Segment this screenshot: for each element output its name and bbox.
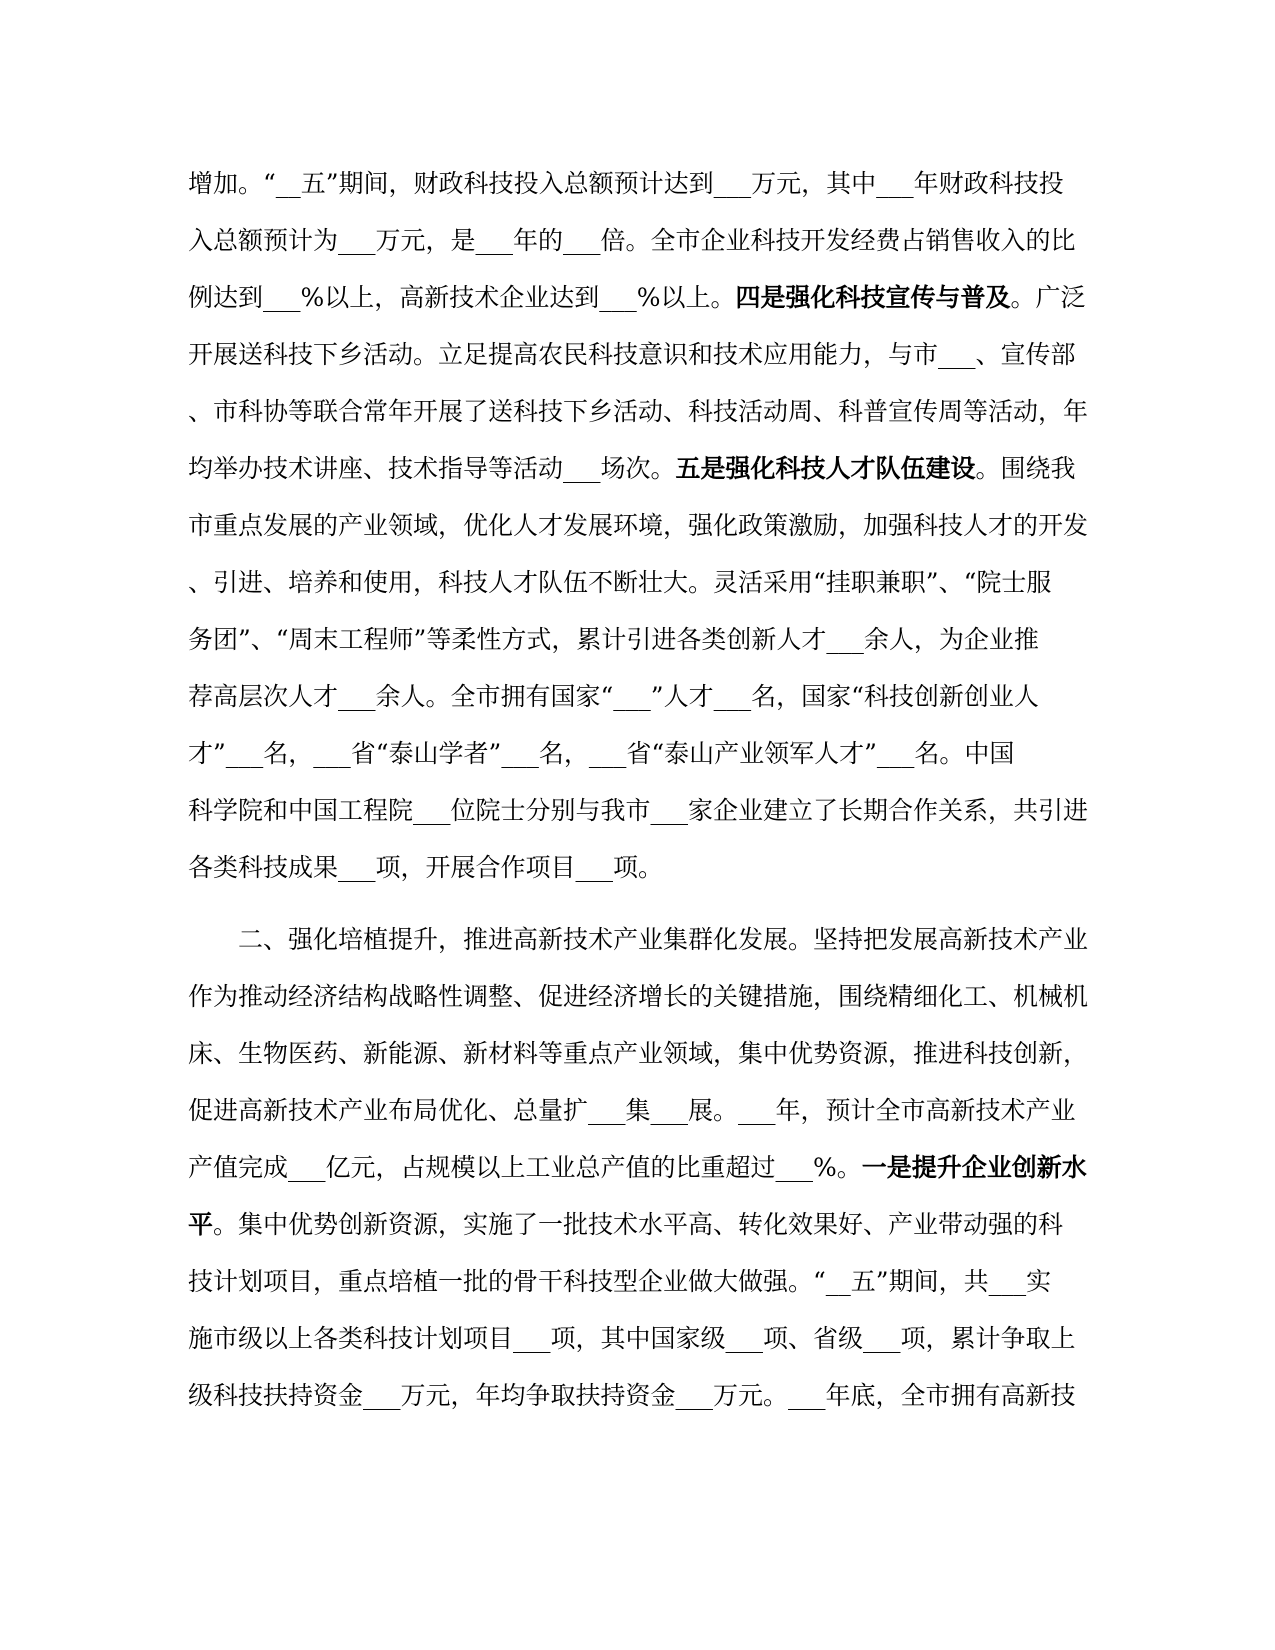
text-line: 级科技扶持资金___万元，年均争取扶持资金___万元。___年底，全市拥有高新技 (188, 1381, 1076, 1410)
text-line: 、市科协等联合常年开展了送科技下乡活动、科技活动周、科普宣传周等活动，年 (188, 397, 1089, 426)
text-line: 促进高新技术产业布局优化、总量扩___集___展。___年，预计全市高新技术产业 (188, 1096, 1076, 1125)
text-line: 、引进、培养和使用，科技人才队伍不断壮大。灵活采用“挂职兼职”、“院士服 (188, 568, 1052, 597)
text-line (188, 278, 1088, 318)
text-line: 务团”、“周末工程师”等柔性方式，累计引进各类创新人才___余人，为企业推 (188, 625, 1039, 654)
bold-heading: 平 (188, 1210, 214, 1239)
text-line: 作为推动经济结构战略性调整、促进经济增长的关键措施，围绕精细化工、机械机 (188, 982, 1089, 1011)
text-line: 开展送科技下乡活动。立足提高农民科技意识和技术应用能力，与市___、宣传部 (188, 340, 1076, 369)
text-line (188, 1148, 1088, 1188)
bold-heading: 一是提升企业创新水 (861, 1153, 1087, 1182)
paragraph-first-line: 二、强化培植提升，推进高新技术产业集群化发展。坚持把发展高新技术产业 (238, 925, 1089, 954)
text-line: 科学院和中国工程院___位院士分别与我市___家企业建立了长期合作关系，共引进 (188, 796, 1089, 825)
bold-heading: 五是强化科技人才队伍建设 (675, 454, 976, 483)
text-line: 增加。“__五”期间，财政科技投入总额预计达到___万元，其中___年财政科技投 (188, 169, 1064, 198)
text-line: 各类科技成果___项，开展合作项目___项。 (188, 853, 664, 882)
text-line: 才”___名，___省“泰山学者”___名，___省“泰山产业领军人才”___名。中国 (188, 739, 1015, 768)
text-line: 技计划项目，重点培植一批的骨干科技型企业做大做强。“__五”期间，共___实 (188, 1267, 1052, 1296)
text-line: 荐高层次人才___余人。全市拥有国家“___”人才___名，国家“科技创新创业人 (188, 682, 1039, 711)
text-segment: 均举办技术讲座、技术指导等活动___场次。 (188, 454, 676, 483)
text-segment: 。集中优势创新资源，实施了一批技术水平高、转化效果好、产业带动强的科 (213, 1210, 1064, 1239)
text-segment: 例达到___%以上，高新技术企业达到___%以上。 (188, 283, 736, 312)
text-line: 市重点发展的产业领域，优化人才发展环境，强化政策激励，加强科技人才的开发 (188, 511, 1089, 540)
text-segment: 。围绕我 (975, 454, 1076, 483)
text-line: 床、生物医药、新能源、新材料等重点产业领域，集中优势资源，推进科技创新， (188, 1039, 1089, 1068)
text-line (188, 1205, 1088, 1245)
text-segment: 。广泛 (1010, 283, 1086, 312)
bold-heading: 四是强化科技宣传与普及 (735, 283, 1011, 312)
text-line (188, 449, 1088, 489)
text-line: 施市级以上各类科技计划项目___项，其中国家级___项、省级___项，累计争取上 (188, 1324, 1076, 1353)
text-line: 入总额预计为___万元，是___年的___倍。全市企业科技开发经费占销售收入的比 (188, 226, 1076, 255)
text-segment: 产值完成___亿元，占规模以上工业总产值的比重超过___%。 (188, 1153, 862, 1182)
